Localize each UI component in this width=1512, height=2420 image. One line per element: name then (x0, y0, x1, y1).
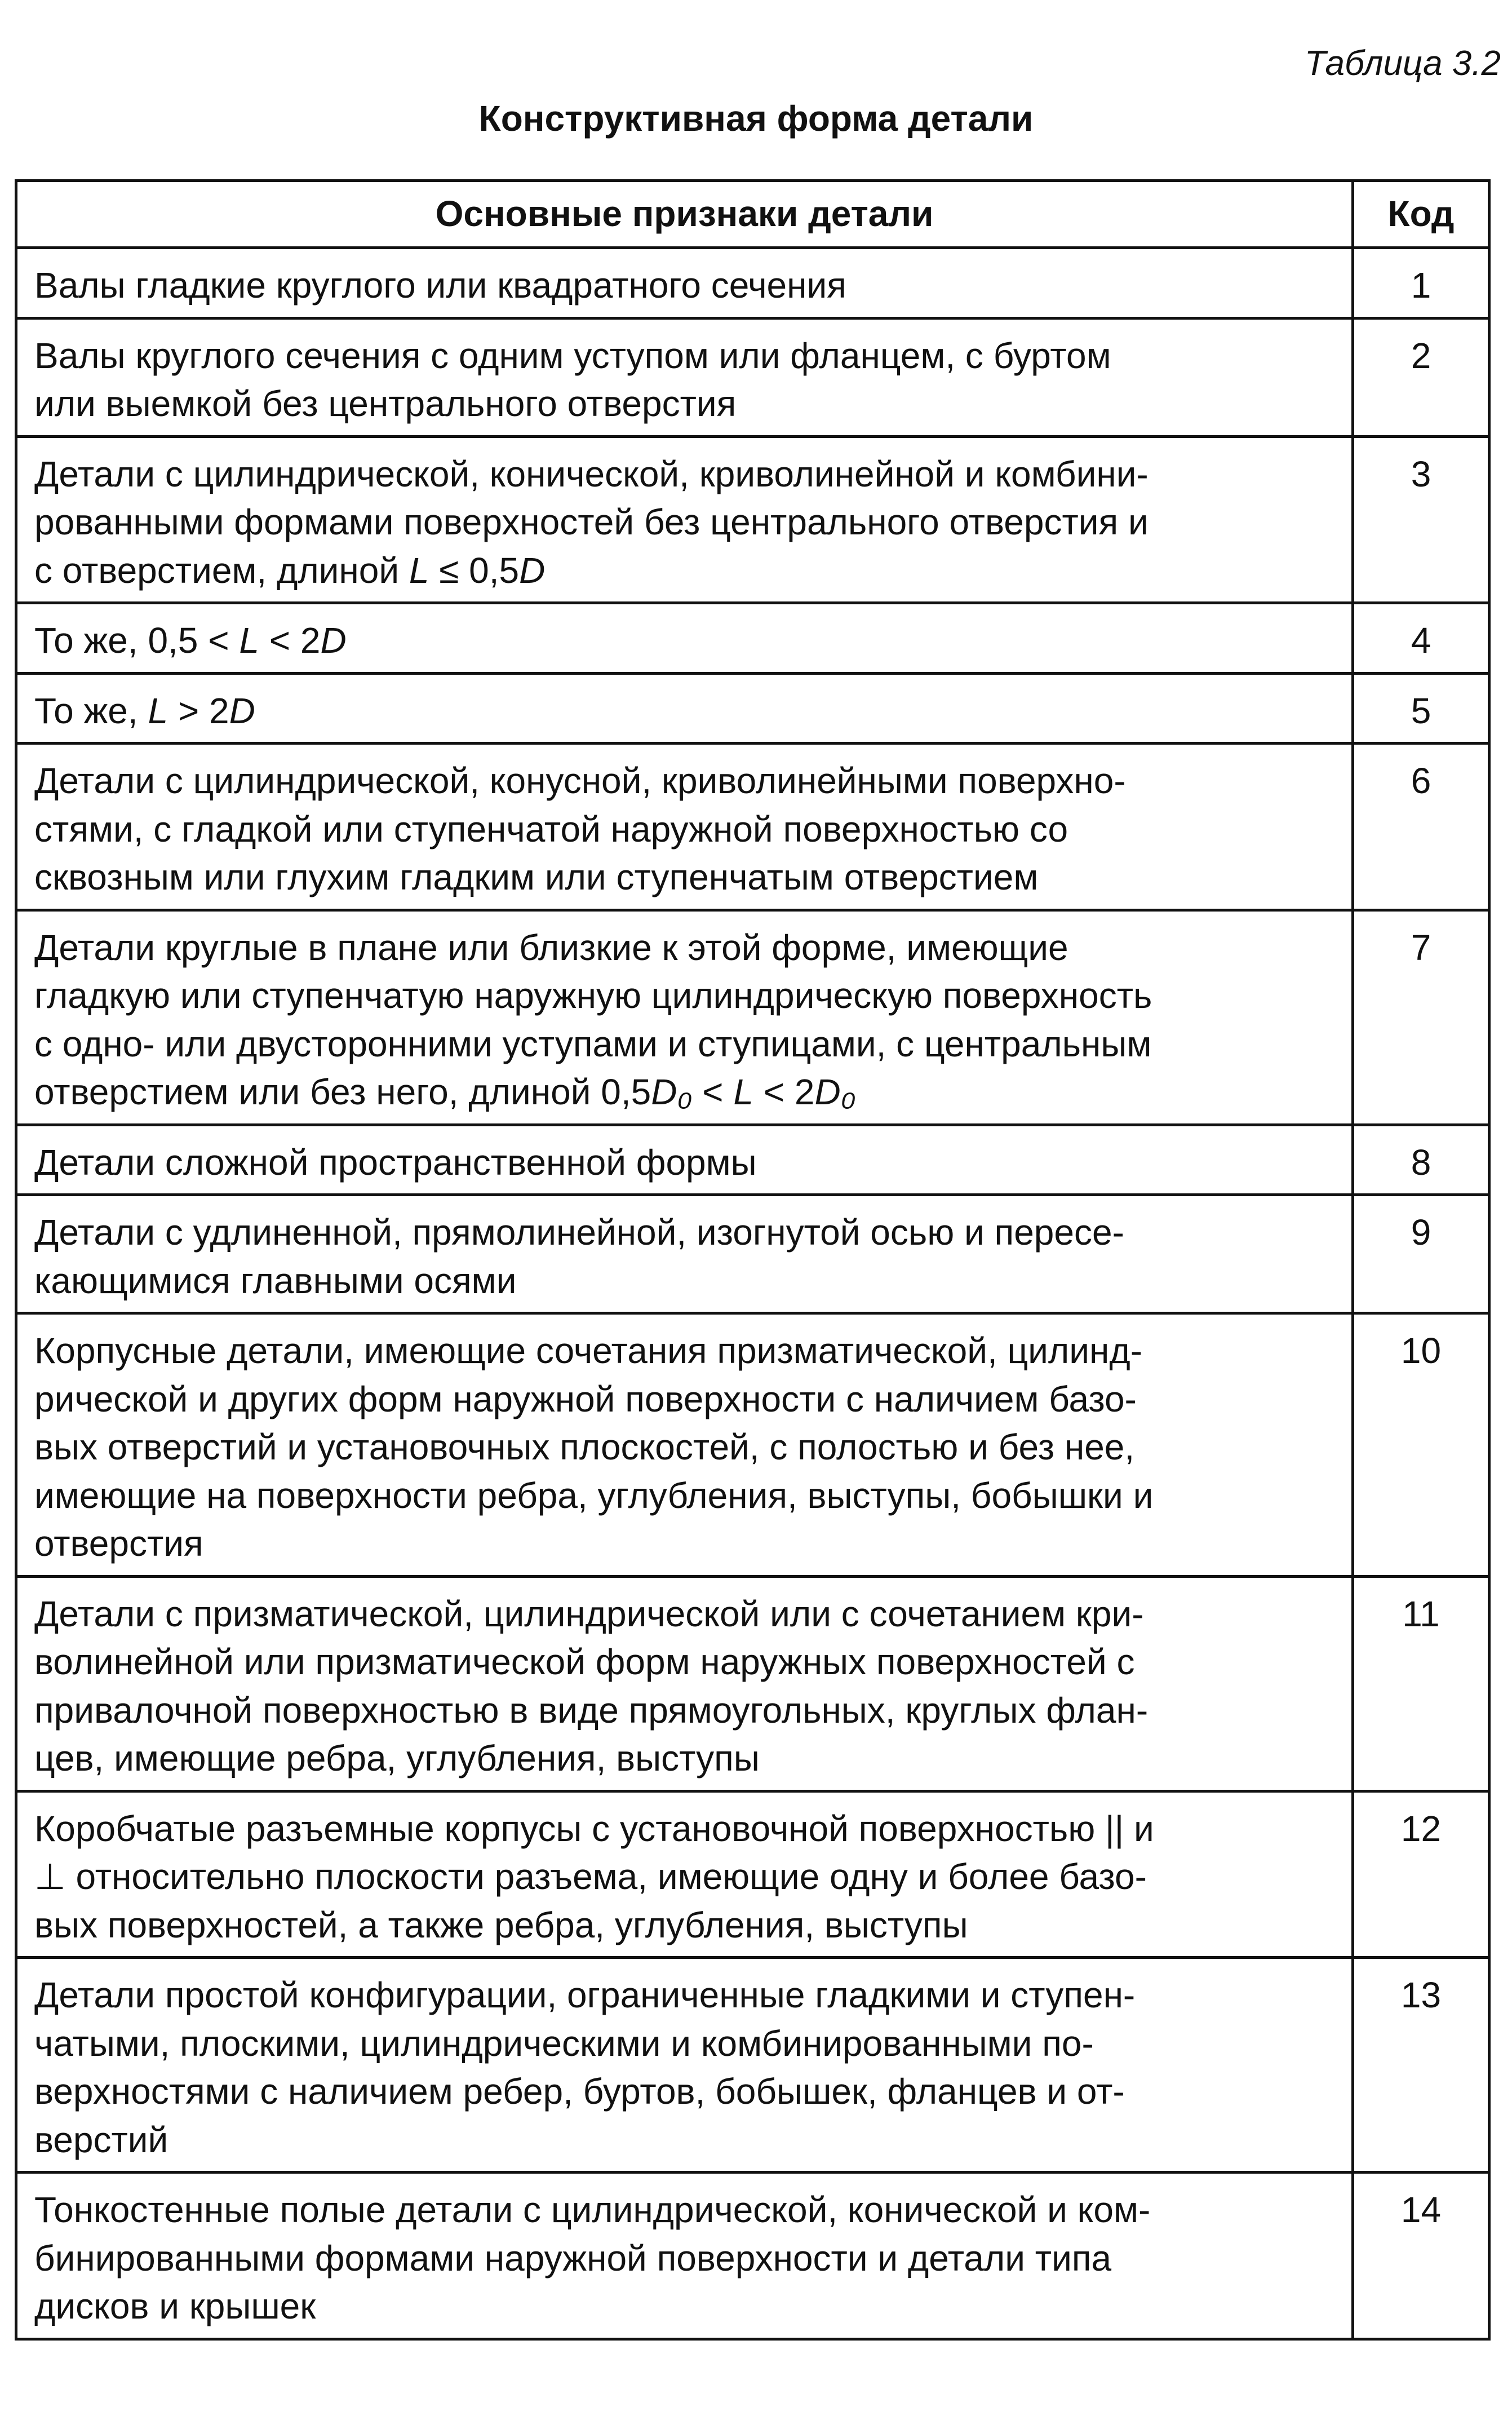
row-code: 5 (1353, 673, 1489, 744)
description-line: Корпусные детали, имеющие сочетания призматической, цилинд- (34, 1330, 1142, 1371)
description-line: ⊥ относительно плоскости разъема, имеющие одну и более базо- (34, 1856, 1147, 1897)
row-code: 6 (1353, 744, 1489, 910)
row-description (16, 1195, 1353, 1313)
row-code: 2 (1353, 318, 1489, 436)
description-line: Детали круглые в плане или близкие к этой форме, имеющие (34, 927, 1068, 968)
description-line: То же, L > 2D (34, 690, 255, 731)
row-description (16, 673, 1353, 744)
description-line: Тонкостенные полые детали с цилиндрической, конической и ком- (34, 2189, 1151, 2230)
description-line: стями, с гладкой или ступенчатой наружной поверхностью со (34, 808, 1068, 850)
row-description (16, 1791, 1353, 1958)
description-line: вых отверстий и установочных плоскостей, с полостью и без нее, (34, 1427, 1135, 1467)
row-code: 8 (1353, 1125, 1489, 1195)
row-description (16, 1958, 1353, 2173)
description-line: Детали с удлиненной, прямолинейной, изогнутой осью и пересе- (34, 1212, 1124, 1253)
table-header-row (16, 181, 1489, 248)
description-line: отверстием или без него, длиной 0,5D₀ < L < 2D₀ (34, 1072, 856, 1112)
row-code: 10 (1353, 1313, 1489, 1577)
table-row (16, 910, 1489, 1125)
row-description (16, 1125, 1353, 1195)
row-code: 9 (1353, 1195, 1489, 1313)
row-description (16, 436, 1353, 603)
description-line: чатыми, плоскими, цилиндрическими и комбинированными по- (34, 2023, 1094, 2064)
table-row (16, 1791, 1489, 1958)
table-row (16, 318, 1489, 436)
description-line: Детали сложной пространственной формы (34, 1142, 757, 1183)
description-line: верхностями с наличием ребер, буртов, бобышек, фланцев и от- (34, 2071, 1125, 2112)
description-line: бинированными формами наружной поверхности и детали типа (34, 2237, 1112, 2279)
table-row (16, 673, 1489, 744)
table-row (16, 1313, 1489, 1577)
row-code: 1 (1353, 248, 1489, 318)
table-row (16, 1576, 1489, 1791)
description-line: привалочной поверхностью в виде прямоугольных, круглых флан- (34, 1689, 1149, 1731)
table-row (16, 1125, 1489, 1195)
description-line: верстий (34, 2119, 169, 2160)
table-row (16, 603, 1489, 674)
table-row (16, 744, 1489, 910)
description-line: Детали с цилиндрической, конусной, криволинейными поверхно- (34, 760, 1126, 801)
description-line: отверстия (34, 1523, 203, 1564)
description-line: волинейной или призматической форм наружных поверхностей с (34, 1642, 1135, 1682)
row-code: 7 (1353, 910, 1489, 1125)
description-line: Детали с призматической, цилиндрической или с сочетанием кри- (34, 1593, 1144, 1634)
description-line: вых поверхностей, а также ребра, углубления, выступы (34, 1904, 968, 1945)
row-code: 12 (1353, 1791, 1489, 1958)
table-row (16, 1958, 1489, 2173)
description-line: с одно- или двусторонними уступами и ступицами, с центральным (34, 1023, 1152, 1064)
description-line: или выемкой без центрального отверстия (34, 383, 737, 424)
description-line: дисков и крышек (34, 2286, 316, 2326)
row-code: 3 (1353, 436, 1489, 603)
table-body (16, 248, 1489, 2339)
description-line: Коробчатые разъемные корпусы с установочной поверхностью || и (34, 1808, 1154, 1849)
description-line: Детали с цилиндрической, конической, криволинейной и комбини- (34, 453, 1149, 494)
table-row (16, 436, 1489, 603)
row-description (16, 248, 1353, 318)
row-code: 11 (1353, 1576, 1489, 1791)
description-line: рической и других форм наружной поверхности с наличием базо- (34, 1378, 1137, 1419)
table-row (16, 2173, 1489, 2339)
row-description (16, 744, 1353, 910)
table-row (16, 1195, 1489, 1313)
header-code: Код (1353, 181, 1489, 248)
row-description (16, 318, 1353, 436)
description-line: Детали простой конфигурации, ограниченные гладкими и ступен- (34, 1975, 1136, 2015)
table-title: Конструктивная форма детали (478, 98, 1034, 139)
description-line: цев, имеющие ребра, углубления, выступы (34, 1738, 760, 1778)
description-line: рованными формами поверхностей без центрального отверстия и (34, 502, 1149, 542)
row-description (16, 910, 1353, 1125)
description-line: Валы гладкие круглого или квадратного сечения (34, 265, 846, 306)
row-code: 14 (1353, 2173, 1489, 2339)
row-description (16, 1313, 1353, 1577)
row-code: 4 (1353, 603, 1489, 674)
row-code: 13 (1353, 1958, 1489, 2173)
description-line: гладкую или ступенчатую наружную цилиндрическую поверхность (34, 975, 1152, 1016)
description-line: имеющие на поверхности ребра, углубления, выступы, бобышки и (34, 1475, 1154, 1516)
header-description: Основные признаки детали (16, 181, 1353, 248)
description-line: кающимися главными осями (34, 1260, 517, 1301)
table-caption: Таблица 3.2 (1305, 44, 1501, 83)
row-description (16, 603, 1353, 674)
description-line: То же, 0,5 < L < 2D (34, 620, 347, 661)
part-form-table (15, 179, 1491, 2341)
table-row (16, 248, 1489, 318)
description-line: с отверстием, длиной L ≤ 0,5D (34, 550, 546, 591)
row-description (16, 2173, 1353, 2339)
description-line: Валы круглого сечения с одним уступом или фланцем, с буртом (34, 335, 1111, 376)
description-line: сквозным или глухим гладким или ступенчатым отверстием (34, 857, 1039, 897)
row-description (16, 1576, 1353, 1791)
